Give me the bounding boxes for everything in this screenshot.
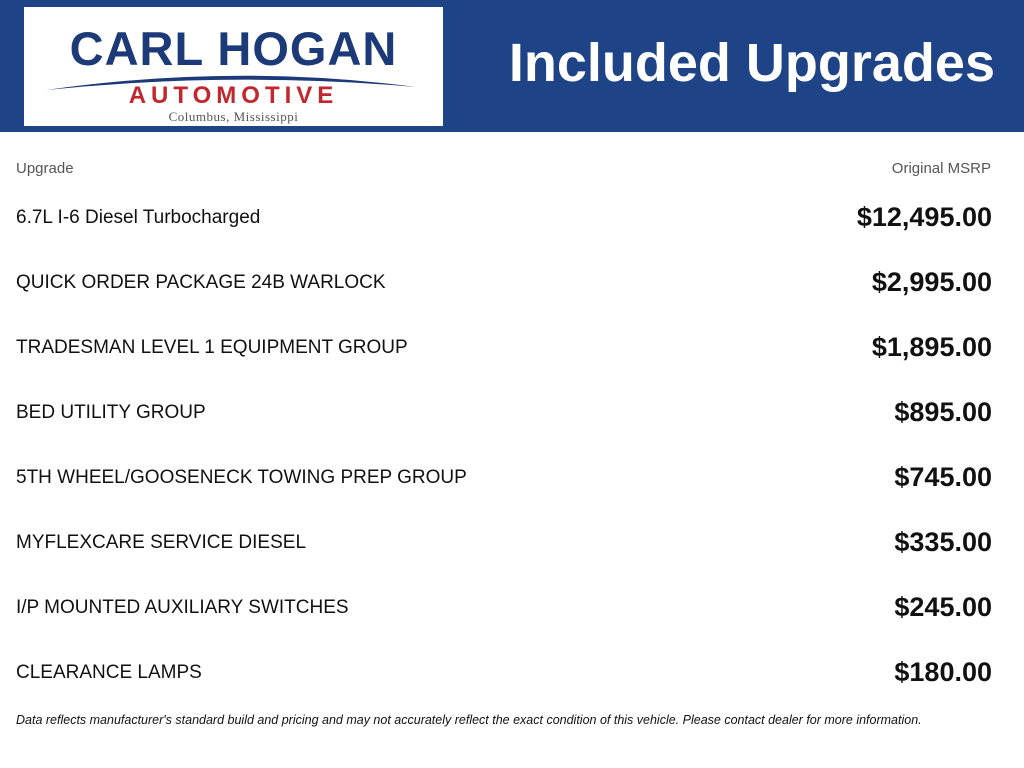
upgrade-price: $12,495.00 <box>856 202 992 232</box>
list-item <box>16 510 992 575</box>
upgrade-name: 5TH WHEEL/GOOSENECK TOWING PREP GROUP <box>16 466 467 488</box>
upgrade-price: $245.00 <box>894 592 992 622</box>
list-item <box>16 315 992 380</box>
list-item <box>16 445 992 510</box>
logo-location-text: Columbus, Mississippi <box>168 109 299 124</box>
upgrade-name: BED UTILITY GROUP <box>16 401 206 423</box>
upgrades-list <box>16 185 992 705</box>
list-item <box>16 640 992 705</box>
upgrade-name: CLEARANCE LAMPS <box>16 661 202 683</box>
list-item <box>16 250 992 315</box>
list-item <box>16 575 992 640</box>
disclaimer-footnote: Data reflects manufacturer's standard build and pricing and may not accurately reflect the exact condition of this vehicle. Please contact dealer for more information. <box>16 713 922 727</box>
upgrade-name: I/P MOUNTED AUXILIARY SWITCHES <box>16 596 349 618</box>
upgrade-name: MYFLEXCARE SERVICE DIESEL <box>16 531 307 553</box>
upgrade-price: $745.00 <box>894 462 992 492</box>
list-item <box>16 185 992 250</box>
column-header-upgrade: Upgrade <box>16 160 74 177</box>
upgrade-name: 6.7L I-6 Diesel Turbocharged <box>16 206 261 228</box>
dealer-logo <box>24 7 443 126</box>
header-banner <box>0 0 1024 132</box>
upgrade-price: $335.00 <box>894 527 992 557</box>
upgrade-price: $1,895.00 <box>871 332 992 362</box>
list-item <box>16 380 992 445</box>
upgrade-price: $180.00 <box>894 657 992 687</box>
page-title: Included Upgrades <box>508 33 995 93</box>
upgrade-price: $2,995.00 <box>871 267 992 297</box>
logo-sub-text: AUTOMOTIVE <box>128 82 339 109</box>
upgrade-price: $895.00 <box>894 397 992 427</box>
upgrade-name: TRADESMAN LEVEL 1 EQUIPMENT GROUP <box>16 336 408 358</box>
upgrade-name: QUICK ORDER PACKAGE 24B WARLOCK <box>16 271 386 293</box>
logo-main-text: CARL HOGAN <box>69 22 398 75</box>
column-header-msrp: Original MSRP <box>891 160 991 177</box>
